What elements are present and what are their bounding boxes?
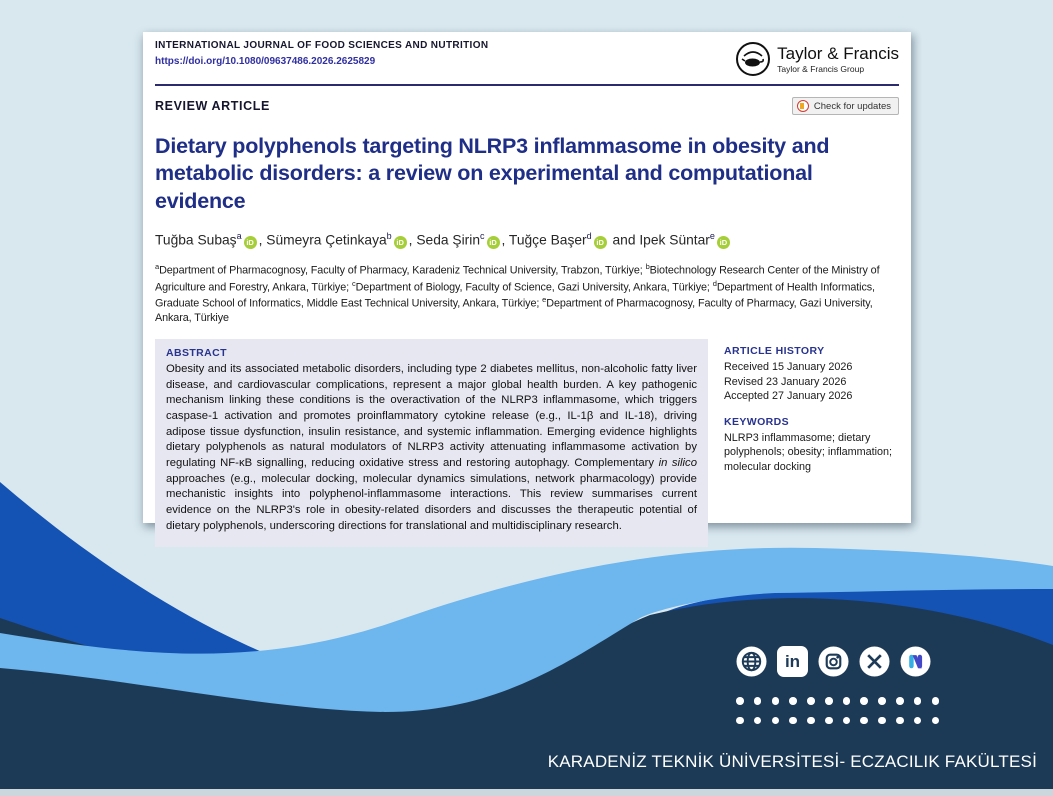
orcid-icon[interactable]: iD (717, 236, 730, 249)
author-name: Tuğçe Başer (508, 232, 587, 248)
crossmark-icon (797, 100, 809, 112)
check-for-updates-button[interactable] (792, 97, 899, 115)
dot (807, 717, 815, 725)
dot (825, 717, 833, 725)
social-icons-row (736, 646, 931, 682)
author-affiliation-sup: b (386, 230, 392, 241)
dot (843, 697, 851, 705)
author-name: Seda Şirin (416, 232, 480, 248)
affiliation-sup: d (712, 278, 717, 288)
publisher-name: Taylor & Francis (777, 43, 899, 63)
instagram-icon[interactable] (818, 646, 849, 682)
article-history-heading: ARTICLE HISTORY (723, 344, 825, 357)
affiliation-sup: b (645, 262, 650, 272)
x-icon[interactable] (859, 646, 890, 682)
dot (878, 717, 886, 725)
dot (896, 717, 904, 725)
dot (860, 717, 868, 725)
history-item: Revised 23 January 2026 (723, 375, 847, 388)
author-affiliation-sup: a (236, 230, 242, 241)
affiliation-sup: a (155, 262, 160, 272)
article-meta-column (724, 339, 899, 547)
article-type-label: REVIEW ARTICLE (155, 99, 270, 113)
dot (860, 697, 868, 705)
dot (754, 717, 762, 725)
dot (736, 717, 744, 725)
affiliations: $^a$Department of Pharmacognosy, Faculty of Pharmacy, Karadeniz Technical University, Trabzon, Türkiye; $^b$Biotechnology Research Center of the Ministry of Agriculture and Forestry, Ankara, Türkiye; $^c$Department of Biology, Faculty of Science, Gazi University, Ankara, Türkiye; $^d$Department of Health Informatics, Graduate School of Informatics, Middle East Technical University, Ankara, Türkiye; $^e$Department of Pharmacognosy, Faculty of Pharmacy, Gazi University, Ankara, Türkiye (155, 262, 880, 325)
dot (789, 697, 797, 705)
article-first-page (143, 32, 911, 532)
affiliation-sup: e (542, 295, 547, 305)
dot (843, 717, 851, 725)
taylor-francis-lamp-icon (735, 41, 771, 77)
journal-header (155, 40, 899, 77)
author-name: Ipek Süntar (639, 232, 710, 248)
dot (878, 697, 886, 705)
orcid-icon[interactable]: iD (244, 236, 257, 249)
publisher-group: Taylor & Francis Group (777, 63, 865, 74)
dot (807, 697, 815, 705)
journal-name: INTERNATIONAL JOURNAL OF FOOD SCIENCES AND NUTRITION (155, 40, 489, 51)
dot (772, 717, 780, 725)
check-for-updates-label: Check for updates (813, 100, 891, 112)
article-history-list (724, 360, 899, 404)
header-rule (155, 84, 899, 86)
abstract-text: Obesity and its associated metabolic disorders, including type 2 diabetes mellitus, non-alcoholic fatty liver disease, and cardiovascular complications, represent a major global health burden. A key pathogenic mechanism linking these conditions is the overactivation of the NLRP3 inflammasome, which triggers caspase-1 activation and promotes proinflammatory cytokine release (e.g., IL-1β and IL-18), driving adipose tissue dysfunction, insulin resistance, and systemic inflammation. Emerging evidence highlights dietary polyphenols as natural modulators of NLRP3 activity attenuating inflammasome activation by regulating NF-κB signalling, reducing oxidative stress and restoring autophagy. Complementary in silico approaches (e.g., molecular docking, molecular dynamics simulations, network pharmacology) provide mechanistic insights into polyphenol-inflammasome interactions. This review summarises current evidence on the NLRP3's role in obesity-related disorders and discusses the therapeutic potential of dietary polyphenols, underscoring directions for translational and multidisciplinary research. (166, 362, 697, 532)
orcid-icon[interactable]: iD (487, 236, 500, 249)
linkedin-icon[interactable]: in (777, 646, 808, 677)
history-item: Received 15 January 2026 (723, 360, 853, 373)
author-name: Tuğba Subaş (155, 232, 237, 248)
dot (914, 717, 922, 725)
organization-name: KARADENİZ TEKNİK ÜNİVERSİTESİ- ECZACILIK FAKÜLTESİ (547, 752, 1037, 771)
dot (914, 697, 922, 705)
dot (932, 697, 940, 705)
dot (789, 717, 797, 725)
keywords-text: NLRP3 inflammasome; dietary polyphenols; obesity; inflammation; molecular docking (723, 431, 893, 473)
publisher-logo (735, 41, 899, 77)
website-icon[interactable] (736, 646, 767, 682)
abstract-heading: ABSTRACT (166, 346, 227, 359)
abstract-panel (155, 339, 708, 547)
affiliation-sup: c (351, 278, 356, 288)
author-affiliation-sup: c (480, 230, 485, 241)
author-list: Tuğba Subaş$^a$iD , Sümeyra Çetinkaya$^b$iD , Seda Şirin$^c$iD , Tuğçe Başer$^d$iD and Ipek Süntar$^e$iD (155, 231, 899, 250)
dot (825, 697, 833, 705)
dot (896, 697, 904, 705)
keywords-heading: KEYWORDS (723, 415, 790, 428)
dot (932, 717, 940, 725)
orcid-icon[interactable]: iD (594, 236, 607, 249)
author-name: Sümeyra Çetinkaya (266, 232, 387, 248)
dot (736, 697, 744, 705)
history-item: Accepted 27 January 2026 (723, 390, 853, 403)
nsosyal-icon[interactable] (900, 646, 931, 682)
author-affiliation-sup: d (586, 230, 592, 241)
article-title: Dietary polyphenols targeting NLRP3 inflammasome in obesity and metabolic disorders: a review on experimental and computational evidence (155, 134, 830, 213)
dot (754, 697, 762, 705)
dots-decoration (736, 697, 939, 724)
orcid-icon[interactable]: iD (394, 236, 407, 249)
dot (772, 697, 780, 705)
doi-link[interactable]: https://doi.org/10.1080/09637486.2026.2625829 (155, 56, 376, 67)
bottom-edge-strip (0, 789, 1053, 796)
author-affiliation-sup: e (709, 230, 715, 241)
